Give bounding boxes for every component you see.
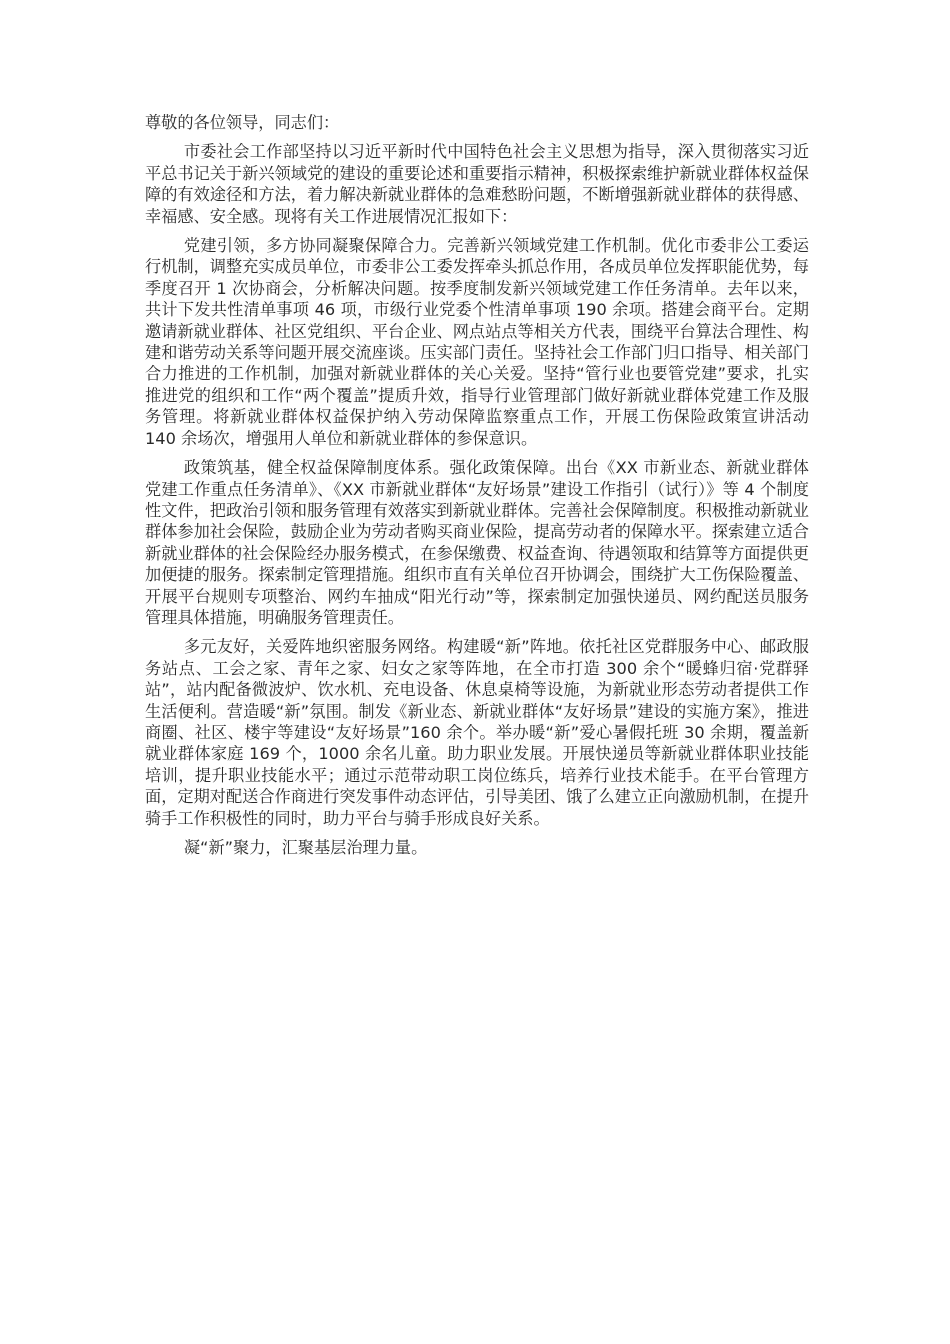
document-page <box>145 112 809 858</box>
paragraph-intro: 市委社会工作部坚持以习近平新时代中国特色社会主义思想为指导，深入贯彻落实习近平总书记关于新兴领域党的建设的重要论述和重要指示精神，积极探索维护新就业群体权益保障的有效途径和方法，着力解决新就业群体的急难愁盼问题，不断增强新就业群体的获得感、幸福感、安全感。现将有关工作进展情况汇报如下： <box>145 142 809 226</box>
section-heading-grassroots: 凝“新”聚力，汇聚基层治理力量。 <box>183 838 428 857</box>
paragraph-friendly-services: 多元友好，关爱阵地织密服务网络。构建暖“新”阵地。依托社区党群服务中心、邮政服务站点、工会之家、青年之家、妇女之家等阵地，在全市打造 300 余个“暖蜂归宿·党群驿站”，站内配备微波炉、饮水机、充电设备、休息桌椅等设施，为新就业形态劳动者提供工作生活便利。营造暖“新”氛围。制发《新业态、新就业群体“友好场景”建设的实施方案》，推进商圈、社区、楼宇等建设“友好场景”160 余个。举办暖“新”爱心暑假托班 30 余期，覆盖新就业群体家庭 169 个，1000 余名儿童。助力职业发展。开展快递员等新就业群体职业技能培训，提升职业技能水平；通过示范带动职工岗位练兵，培养行业技术能手。在平台管理方面，定期对配送合作商进行突发事件动态评估，引导美团、饿了么建立正向激励机制，在提升骑手工作积极性的同时，助力平台与骑手形成良好关系。 <box>145 637 809 828</box>
paragraph-policy: 政策筑基，健全权益保障制度体系。强化政策保障。出台《XX 市新业态、新就业群体党建工作重点任务清单》、《XX 市新就业群体“友好场景”建设工作指引（试行）》等 4 个制度性文件，把政治引领和服务管理有效落实到新就业群体。完善社会保障制度。积极推动新就业群体参加社会保险，鼓励企业为劳动者购买商业保险，提高劳动者的保障水平。探索建立适合新就业群体的社会保险经办服务模式，在参保缴费、权益查询、待遇领取和结算等方面提供更加便捷的服务。探索制定管理措施。组织市直有关单位召开协调会，围绕扩大工伤保险覆盖、开展平台规则专项整治、网约车抽成“阳光行动”等，探索制定加强快递员、网约配送员服务管理具体措施，明确服务管理责任。 <box>145 458 809 627</box>
salutation: 尊敬的各位领导，同志们： <box>145 113 340 132</box>
paragraph-party-building: 党建引领，多方协同凝聚保障合力。完善新兴领域党建工作机制。优化市委非公工委运行机制，调整充实成员单位，市委非公工委发挥牵头抓总作用，各成员单位发挥职能优势，每季度召开 1 次协商会，分析解决问题。按季度制发新兴领域党建工作任务清单。去年以来，共计下发共性清单事项 46 项，市级行业党委个性清单事项 190 余项。搭建会商平台。定期邀请新就业群体、社区党组织、平台企业、网点站点等相关方代表，围绕平台算法合理性、构建和谐劳动关系等问题开展交流座谈。压实部门责任。坚持社会工作部门归口指导、相关部门合力推进的工作机制，加强对新就业群体的关心关爱。坚持“管行业也要管党建”要求，扎实推进党的组织和工作“两个覆盖”提质升效，指导行业管理部门做好新就业群体党建工作及服务管理。将新就业群体权益保护纳入劳动保障监察重点工作，开展工伤保险政策宣讲活动 140 余场次，增强用人单位和新就业群体的参保意识。 <box>145 236 809 448</box>
